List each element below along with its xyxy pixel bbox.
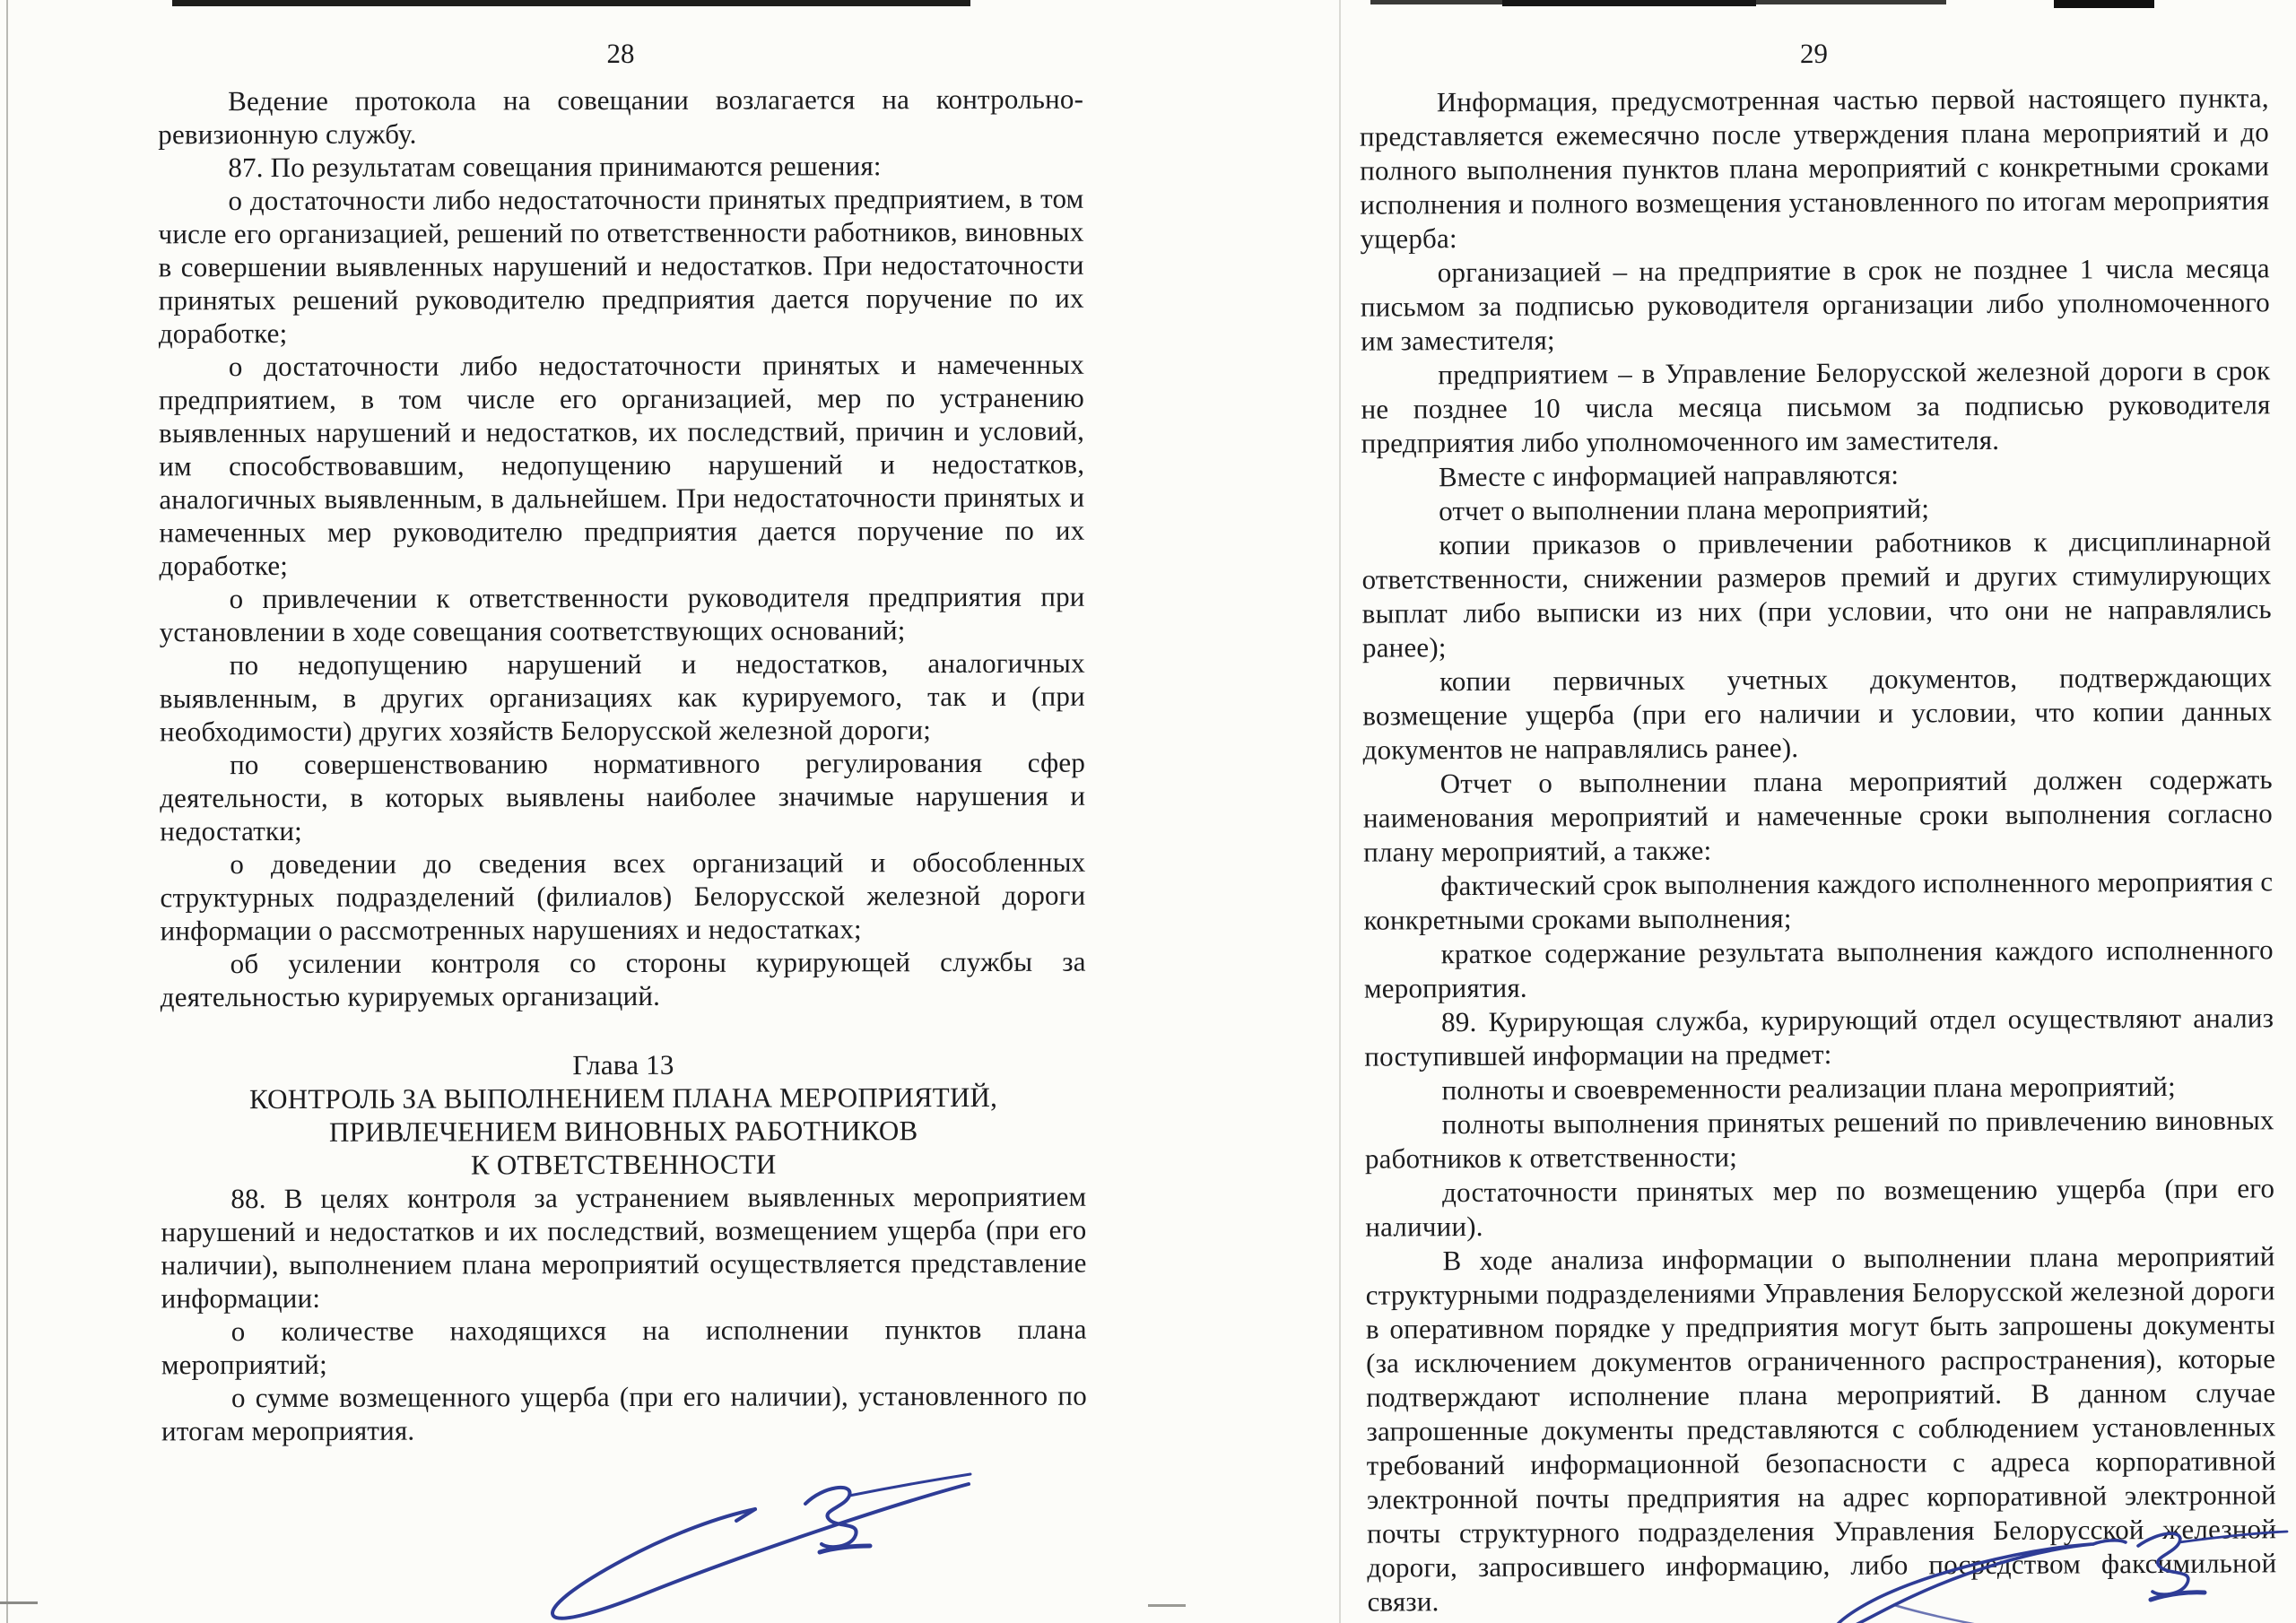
scan-artifact-top-bar-corner	[2054, 0, 2154, 8]
paragraph: 88. В целях контроля за устранением выявленных мероприятием нарушений и недостатков и их последствий, возмещением ущерба (при его наличии), выполнением плана мероприятий осуществляется представление информации:	[161, 1180, 1087, 1315]
signature-page-29	[1822, 1517, 2296, 1623]
paragraph: о достаточности либо недостаточности принятых и намеченных предприятием, в том числе его организацией, мер по устранению выявленных нарушений и недостатков, их последствий, причин и условий, им способствовавшим, недопущению нарушений и недостатков, аналогичных выявленным, в дальнейшем. При недостаточности принятых и намеченных мер руководителю предприятия дается поручение по их доработке;	[158, 348, 1085, 582]
scan-artifact-bottom-dash-left	[0, 1601, 38, 1604]
paragraph: полноты выполнения принятых решений по привлечению виновных работников к ответственности;	[1364, 1104, 2274, 1175]
paragraph: о привлечении к ответственности руководителя предприятия при установлении в ходе совещания соответствующих оснований;	[159, 580, 1085, 648]
page-29-content	[1360, 81, 2277, 1619]
signature-page-28	[536, 1464, 992, 1623]
page-fold-divider	[1339, 0, 1341, 1623]
paragraph: о сумме возмещенного ущерба (при его наличии), установленного по итогам мероприятия.	[161, 1379, 1087, 1447]
paragraph: фактический срок выполнения каждого исполненного мероприятия с конкретными сроками выполнения;	[1363, 865, 2274, 936]
scan-artifact-top-bar-right-dark	[1502, 0, 1756, 6]
paragraph: краткое содержание результата выполнения каждого исполненного мероприятия.	[1363, 933, 2274, 1004]
page-28	[158, 37, 1087, 1448]
paragraph: КОНТРОЛЬ ЗА ВЫПОЛНЕНИЕМ ПЛАНА МЕРОПРИЯТИЙ, ПРИВЛЕЧЕНИЕМ ВИНОВНЫХ РАБОТНИКОВ К ОТВЕТСТВЕННОСТИ	[248, 1081, 998, 1181]
scan-artifact-bottom-dash-center	[1148, 1604, 1186, 1607]
paragraph: 89. Курирующая служба, курирующий отдел осуществляют анализ поступившей информации на предмет:	[1364, 1002, 2274, 1072]
page-29	[1359, 35, 2276, 1619]
paragraph: Вместе с информацией направляются:	[1438, 458, 1900, 493]
scan-artifact-top-bar-left	[172, 0, 970, 6]
paragraph: по недопущению нарушений и недостатков, аналогичных выявленным, в других организациях как курируемого, так и (при необходимости) других хозяйств Белорусской железной дороги;	[159, 647, 1085, 748]
paragraph: предприятием – в Управление Белорусской железной дороги в срок не позднее 10 числа месяца письмом за подписью руководителя предприятия либо уполномоченного им заместителя.	[1361, 354, 2271, 459]
paragraph: о достаточности либо недостаточности принятых предприятием, в том числе его организацией, решений по ответственности работников, виновных в совершении выявленных нарушений и недостатков. При недостаточности принятых решений руководителю предприятия дается поручение по их доработке;	[158, 182, 1084, 350]
paragraph: В ходе анализа информации о выполнении плана мероприятий структурными подразделениями Управления Белорусской железной дороги в оперативном порядке у предприятия могут быть запрошены документы (за исключением документов ограниченного распространения), которые подтверждают исполнение плана мероприятий. В данном случае запрошенные документы представляются с соблюдением установленных требований информационной безопасности с адреса корпоративной электронной почты предприятия на адрес корпоративной электронной почты структурного подразделения Управления Белорусской железной дороги, запросившего информацию, либо посредством факсимильной связи.	[1365, 1240, 2277, 1618]
paragraph: Информация, предусмотренная частью первой настоящего пункта, представляется ежемесячно после утверждения плана мероприятий и до полного выполнения пунктов плана мероприятий с конкретными сроками исполнения и полного возмещения установленного по итогам мероприятия ущерба:	[1359, 82, 2270, 255]
paragraph: по совершенствованию нормативного регулирования сфер деятельности, в которых выявлены наиболее значимые нарушения и недостатки;	[160, 746, 1086, 847]
paragraph: о количестве находящихся на исполнении пунктов плана мероприятий;	[161, 1313, 1087, 1381]
paragraph: 87. По результатам совещания принимаются решения:	[228, 150, 882, 184]
paragraph: об усилении контроля со стороны курирующей службы за деятельностью курируемых организаций.	[160, 945, 1086, 1013]
paragraph: копии приказов о привлечении работников к дисциплинарной ответственности, снижении размеров премий и других стимулирующих выплат либо выписки из них (при условии, что они не направлялись ранее);	[1361, 525, 2272, 664]
paragraph: достаточности принятых мер по возмещению ущерба (при его наличии).	[1365, 1172, 2275, 1243]
page-number: 28	[606, 37, 635, 70]
paragraph: полноты и своевременности реализации плана мероприятий;	[1441, 1070, 2176, 1107]
paragraph: организацией – на предприятие в срок не позднее 1 числа месяца письмом за подписью руководителя организации либо уполномоченного им заместителя;	[1360, 252, 2271, 357]
paragraph: о доведении до сведения всех организаций и обособленных структурных подразделений (филиалов) Белорусской железной дороги информации о рассмотренных нарушениях и недостатках;	[160, 846, 1086, 947]
paragraph: Ведение протокола на совещании возлагается на контрольно-ревизионную службу.	[158, 82, 1084, 151]
page-number: 29	[1799, 37, 1829, 70]
paragraph: Отчет о выполнении плана мероприятий должен содержать наименования мероприятий и намеченные сроки выполнения согласно плану мероприятий, а также:	[1362, 763, 2274, 868]
page-28-content	[158, 82, 1087, 1448]
scan-edge-line	[6, 0, 8, 1623]
paragraph: Глава 13	[572, 1048, 674, 1081]
paragraph: отчет о выполнении плана мероприятий;	[1439, 492, 1930, 527]
paragraph: копии первичных учетных документов, подтверждающих возмещение ущерба (при его наличии и условии, что копии данных документов не направлялись ранее).	[1362, 661, 2273, 766]
